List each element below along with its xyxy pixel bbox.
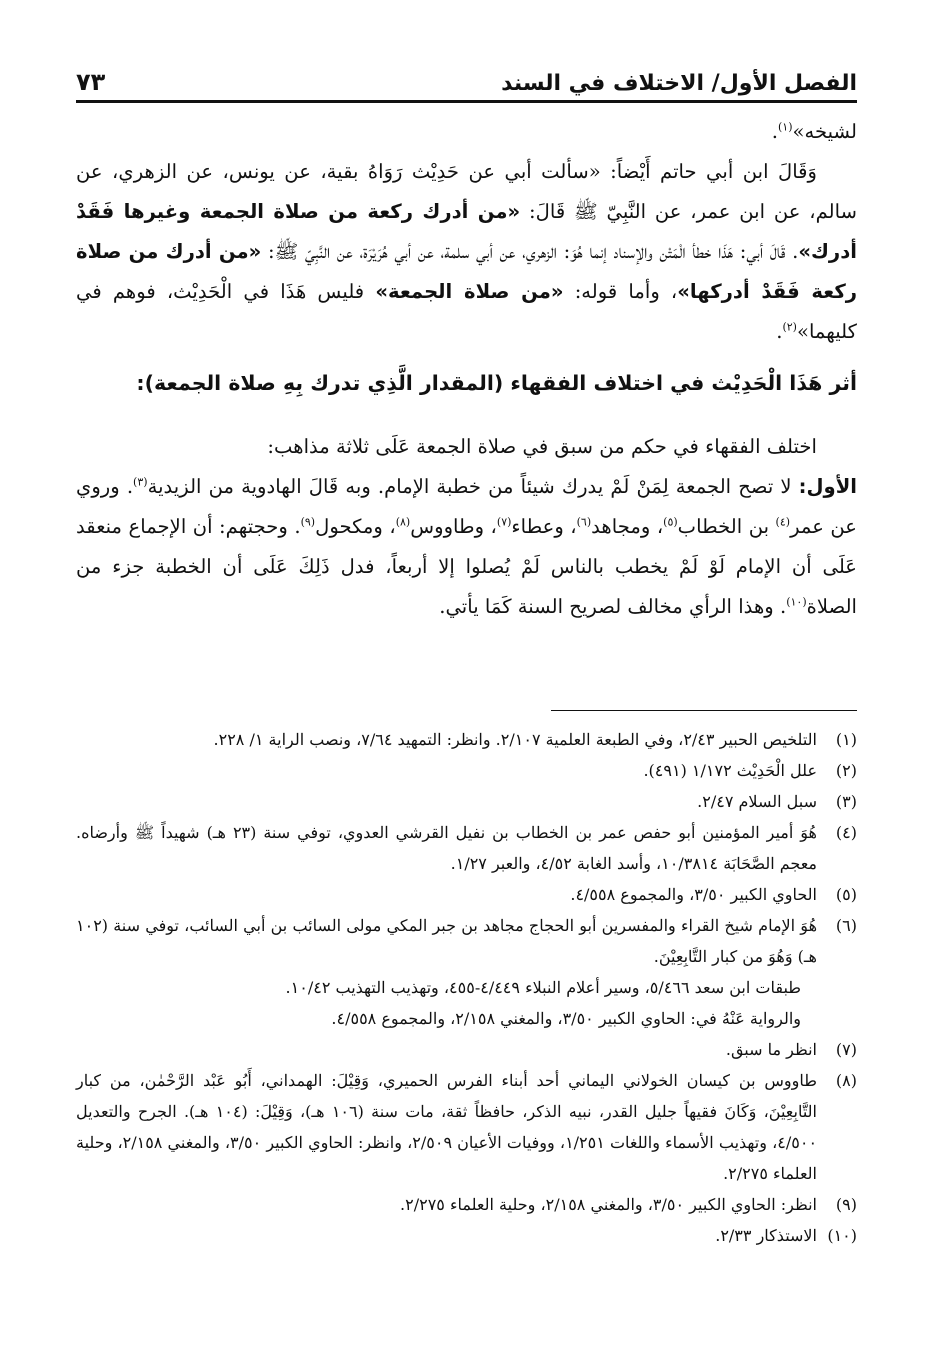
footnote-text: الاستذكار ٢/٣٣. xyxy=(715,1226,817,1245)
footnote xyxy=(76,755,857,786)
footnote-number: (١) xyxy=(835,730,857,749)
footnote-number: (٩) xyxy=(835,1195,857,1214)
footnote xyxy=(76,1034,857,1065)
footnote-number: (٦) xyxy=(835,916,857,935)
footnote-ref: (٢) xyxy=(782,320,797,334)
footnote xyxy=(76,1189,857,1220)
footnote-ref: (٧) xyxy=(496,514,512,528)
footnote-number: (٣) xyxy=(835,792,857,811)
footnote-subline: طبقات ابن سعد ٥/٤٦٦، وسير أعلام النبلاء ٤/٤٤٩-٤٥٥، وتهذيب التهذيب ١٠/٤٢. xyxy=(285,978,801,997)
footnote-ref: (١) xyxy=(777,120,793,134)
footnote-ref: (٣) xyxy=(133,474,148,488)
text-run: ، وطاووس xyxy=(410,514,497,538)
text-run: ، ومجاهد xyxy=(591,514,664,538)
footnote-ref: (٦) xyxy=(576,514,592,528)
main-text xyxy=(76,112,857,627)
footnote-subline: والرواية عَنْهُ في: الحاوي الكبير ٣/٥٠، والمغني ٢/١٥٨، والمجموع ٤/٥٥٨. xyxy=(331,1009,801,1028)
page-header xyxy=(76,56,857,96)
footnote xyxy=(76,910,857,1034)
footnote-number: (٢) xyxy=(835,761,857,780)
text-run: . xyxy=(776,320,783,343)
footnote-ref: (٤) xyxy=(775,514,791,528)
text-run: لشيخه» xyxy=(792,120,857,143)
footnote-text: طاووس بن كيسان الخولاني اليماني أحد أبناء الفرس الحميري، وَقِيْلَ: الهمداني، أَبُو عَبْد الرَّحْمٰن، من كبار التَّابِعِيْنَ، وَكَانَ فقيهاً جليل القدر، نبيه الذكر، حافظاً ثقة، مات سنة (١٠٦ هـ)، وَقِيْلَ: (١٠٤ هـ). الجرح والتعديل ٤/٥٠٠، وتهذيب الأسماء واللغات ١/٢٥١، ووفيات الأعيان ٢/٥٠٩، وانظر: الحاوي الكبير ٣/٥٠، والمغني ٢/١٥٨، وحلية العلماء ٢/٢٧٥. xyxy=(76,1071,818,1183)
text-run: ، وأما قوله: xyxy=(563,280,678,303)
text-run: . وروي عن عمر xyxy=(76,474,857,538)
footnote-number: (١٠) xyxy=(827,1226,857,1245)
footnote xyxy=(76,879,857,910)
page-number: ٧٣ xyxy=(76,68,106,96)
footnote-ref: (٥) xyxy=(663,514,678,528)
section-heading: أثر هَذَا الْحَدِيْث في اختلاف الفقهاء (المقدار الَّذِي تدرك بِهِ صلاة الجمعة): xyxy=(136,371,857,395)
opinion-label: الأول: xyxy=(798,474,857,498)
footnote-text: هُوَ الإمام شيخ القراء والمفسرين أبو الحجاج مجاهد بن جبر المكي مولى السائب بن أبي السائب، توفي سنة (١٠٢ هـ) وَهُوَ من كبار التَّابِعِيْنَ. xyxy=(76,916,818,966)
footnote xyxy=(76,817,857,879)
text-run: بن الخطاب xyxy=(677,514,776,538)
hadith-quote: «من أدرك من صلاة ركعة فَقَدْ أدركها» xyxy=(76,240,858,303)
footnote-ref: (٩) xyxy=(300,514,316,528)
footnote xyxy=(76,724,857,755)
footnote-text: انظر: الحاوي الكبير ٣/٥٠، والمغني ٢/١٥٨، وحلية العلماء ٢/٢٧٥. xyxy=(400,1195,817,1214)
footnote-text: علل الْحَدِيْث ١/١٧٢ (٤٩١). xyxy=(643,761,817,780)
footnote xyxy=(76,1220,857,1251)
hadith-quote: «من صلاة الجمعة» xyxy=(375,280,564,303)
footnote-text: الحاوي الكبير ٣/٥٠، والمجموع ٤/٥٥٨. xyxy=(570,885,817,904)
text-run: ، ومكحول xyxy=(315,514,396,538)
footnote-text: التلخيص الحبير ٢/٤٣، وفي الطبعة العلمية ٢/١٠٧. وانظر: التمهيد ٧/٦٤، ونصب الراية ١/ ٢٢٨. xyxy=(213,730,817,749)
footnote xyxy=(76,1065,857,1189)
footnote-number: (٤) xyxy=(835,823,857,842)
footnote-number: (٥) xyxy=(835,885,857,904)
paragraph: اختلف الفقهاء في حكم من سبق في صلاة الجمعة عَلَى ثلاثة مذاهب: xyxy=(267,434,817,458)
running-title: الفصل الأول/ الاختلاف في السند xyxy=(501,71,857,96)
paragraph xyxy=(76,152,857,352)
footnote-text: هُوَ أمير المؤمنين أبو حفص عمر بن الخطاب بن نفيل القرشي العدوي، توفي سنة (٢٣ هـ) شهيداً ﷺ وأرضاه. معجم الصَّحَابَة ١٠/٣٨١٤، وأسد الغابة ٤/٥٢، والعبر ١/٢٧. xyxy=(76,823,817,873)
hadith-quote: «من أدرك ركعة من صلاة الجمعة وغيرها فَقَدْ أدرك» xyxy=(76,200,857,263)
footnotes xyxy=(76,724,857,1251)
text-run: . وهذا الرأي مخالف لصريح السنة كَمَا يأتي. xyxy=(439,594,787,618)
footnote-rule xyxy=(551,710,857,711)
text-run: وَقَالَ ابن أبي حاتم أَيْضاً: «سألت أبي عن حَدِيْث رَوَاهُ بقية، عن يونس، عن الزهري، عن سالم، عن ابن عمر، عن النَّبِيّ ﷺ قَالَ: xyxy=(76,160,858,223)
header-rule xyxy=(76,100,857,103)
footnote-number: (٧) xyxy=(835,1040,857,1059)
text-run: فليس هَذَا في الْحَدِيْث، فوهم في كليهما» xyxy=(76,280,857,343)
text-run: . وحجتهم: أن الإجماع منعقد عَلَى أن الإمام لَوْ لَمْ يخطب بالناس لَمْ يُصلوا إلا أربعاً، فدل ذَلِكَ عَلَى أن الخطبة جزء من الصلاة xyxy=(76,514,857,618)
footnote-text: سبل السلام ٢/٤٧. xyxy=(697,792,817,811)
text-run: لا تصح الجمعة لِمَنْ لَمْ يدرك شيئاً من خطبة الإمام. وبه قَالَ الهادوية من الزيدية xyxy=(147,474,799,498)
footnote-ref: (١٠) xyxy=(786,594,807,608)
text-run: . xyxy=(771,120,778,143)
text-run: ، وعطاء xyxy=(511,514,577,538)
paragraph xyxy=(76,467,857,627)
footnote xyxy=(76,786,857,817)
footnote-text: انظر ما سبق. xyxy=(725,1040,817,1059)
text-run: . قَالَ أبي: هَذَا خطأ الْمَتْن والإسناد إنما هُوَ: الزهري، عن أبي سلمة، عن أبي هُرَيْرَة، عن النَّبِيّ ﷺ: xyxy=(261,240,799,263)
paragraph xyxy=(76,112,857,152)
footnote-ref: (٨) xyxy=(395,514,411,528)
footnote-number: (٨) xyxy=(835,1071,857,1090)
